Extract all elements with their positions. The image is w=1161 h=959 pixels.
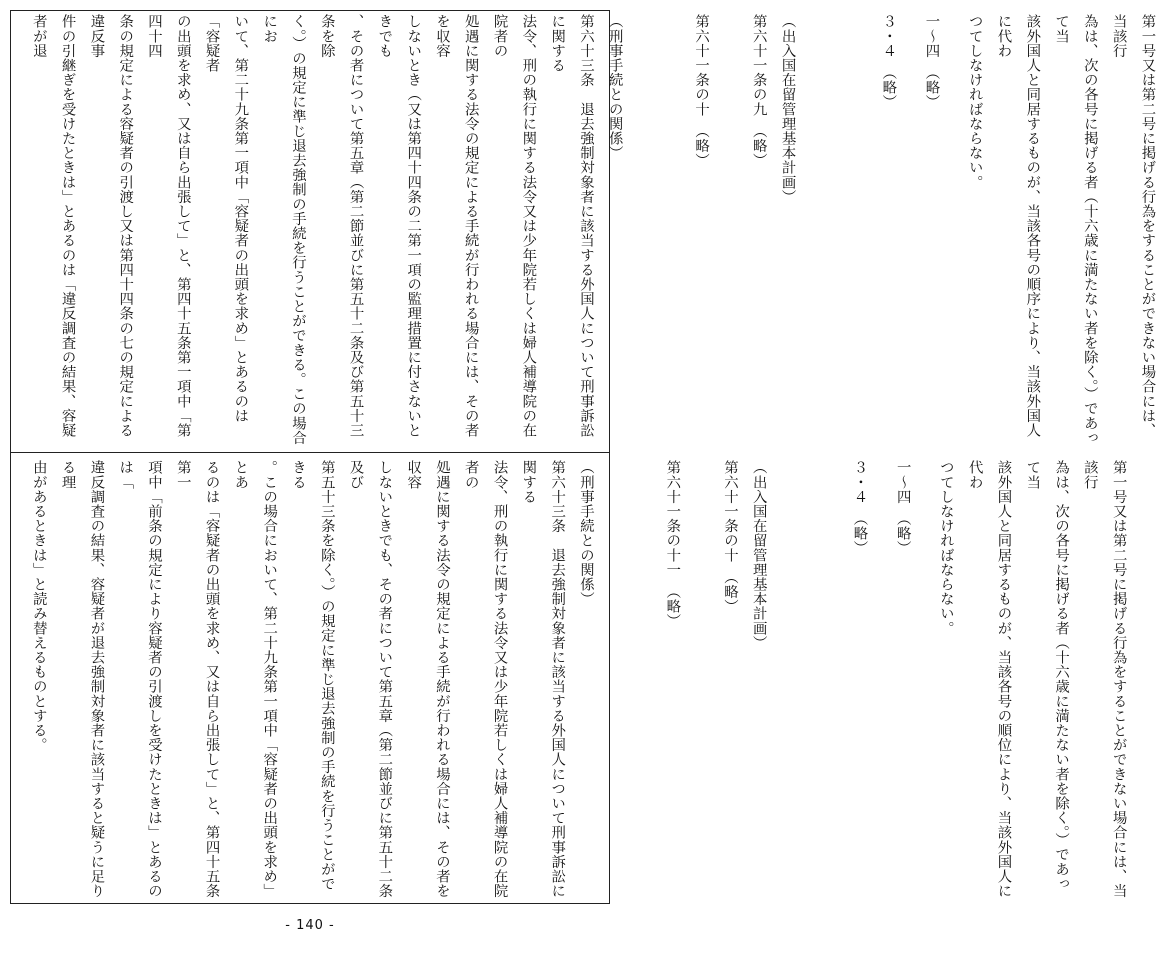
text-line: 該外国人と同居するものが、当該各号の順位により、当該外国人に代わ: [966, 460, 1012, 898]
text-line: 件の引継ぎを受けたときは」とあるのは「違反調査の結果、容疑者が退: [30, 14, 76, 438]
text-line: [816, 460, 845, 898]
text-line: 一～四 （略）: [923, 14, 940, 109]
text-line: つてしなければならない。: [966, 14, 983, 190]
text-line: 第一号又は第二号に掲げる行為をすることができない場合には、当該行: [1081, 460, 1127, 898]
text-line: 違反調査の結果、容疑者が退去強制対象者に該当すると疑うに足りる理: [59, 460, 105, 898]
text-line: （出入国在留管理基本計画）: [750, 460, 767, 650]
text-line: ３・４ （略）: [880, 14, 897, 109]
text-line: 第六十三条 退去強制対象者に該当する外国人について刑事訴訟に関する: [549, 14, 594, 438]
text-line: 、その者について第五章（第二節並びに第五十二条及び第五十三条を除: [318, 14, 364, 438]
text-line: [715, 14, 744, 446]
text-line: 法令、刑の執行に関する法令又は少年院若しくは婦人補導院の在院者の: [462, 460, 508, 898]
text-line: （刑事手続との関係）: [606, 14, 623, 160]
text-line: [845, 14, 874, 446]
divider-line: [10, 452, 610, 453]
text-line: いて、第二十九条第一項中「容疑者の出頭を求め」とあるのは「容疑者: [203, 14, 249, 423]
text-line: 第五十三条を除く。）の規定に準じ退去強制の手続を行うことができる: [289, 460, 335, 891]
text-line: 為は、次の各号に掲げる者（十六歳に満たない者を除く。）であって当: [1053, 14, 1098, 445]
revised-text-panel: [24, 14, 1156, 446]
text-line: [686, 460, 715, 898]
text-line: （出入国在留管理基本計画）: [779, 14, 796, 204]
text-line: 第六十一条の九 （略）: [750, 14, 767, 168]
text-line: つてしなければならない。: [937, 460, 954, 636]
text-line: 該外国人と同居するものが、当該各号の順序により、当該外国人に代わ: [995, 14, 1041, 438]
text-line: 為は、次の各号に掲げる者（十六歳に満たない者を除く。）であって当: [1024, 460, 1070, 891]
text-line: く。）の規定に準じ退去強制の手続を行うことができる。この場合にお: [261, 14, 306, 445]
text-line: 処遇に関する法令の規定による手続が行われる場合には、その者を収容: [405, 460, 450, 898]
text-line: 第六十一条の十 （略）: [693, 14, 710, 168]
text-line: の出頭を求め、又は自ら出張して」と、第四十五条第一項中「第四十四: [145, 14, 191, 438]
text-line: 項中「前条の規定により容疑者の引渡しを受けたときは」とあるのは「: [117, 460, 162, 898]
current-text-panel: [24, 460, 1127, 898]
text-line: 。この場合において、第二十九条第一項中「容疑者の出頭を求め」とあ: [232, 460, 278, 898]
text-line: しないときでも、その者について第五章（第二節並びに第五十二条及び: [347, 460, 393, 898]
current-text-body: [24, 460, 1133, 898]
text-line: 条の規定による容疑者の引渡し又は第四十四条の七の規定による違反事: [88, 14, 134, 438]
text-line: 第一号又は第二号に掲げる行為をすることができない場合には、当該行: [1110, 14, 1156, 438]
text-line: るのは「容疑者の出頭を求め、又は自ら出張して」と、第四十五条第一: [174, 460, 220, 898]
text-line: 法令、刑の執行に関する法令又は少年院若しくは婦人補導院の在院者の: [491, 14, 537, 438]
page-number: - 140 -: [285, 918, 335, 933]
text-line: [629, 460, 658, 898]
text-line: 第六十三条 退去強制対象者に該当する外国人について刑事訴訟に関する: [520, 460, 566, 898]
text-line: しないとき（又は第四十四条の二第一項の監理措置に付さないときでも: [376, 14, 422, 438]
text-line: 処遇に関する法令の規定による手続が行われる場合には、その者を収容: [433, 14, 479, 438]
text-line: ３・４ （略）: [851, 460, 868, 555]
text-line: （刑事手続との関係）: [577, 460, 594, 606]
text-line: 第六十一条の十一 （略）: [664, 460, 681, 628]
text-line: [658, 14, 687, 446]
text-line: 一～四 （略）: [894, 460, 911, 555]
text-line: 由があるときは」と読み替えるものとする。: [30, 460, 47, 752]
revised-text-body: [24, 14, 1161, 446]
text-line: 第六十一条の十 （略）: [721, 460, 738, 614]
